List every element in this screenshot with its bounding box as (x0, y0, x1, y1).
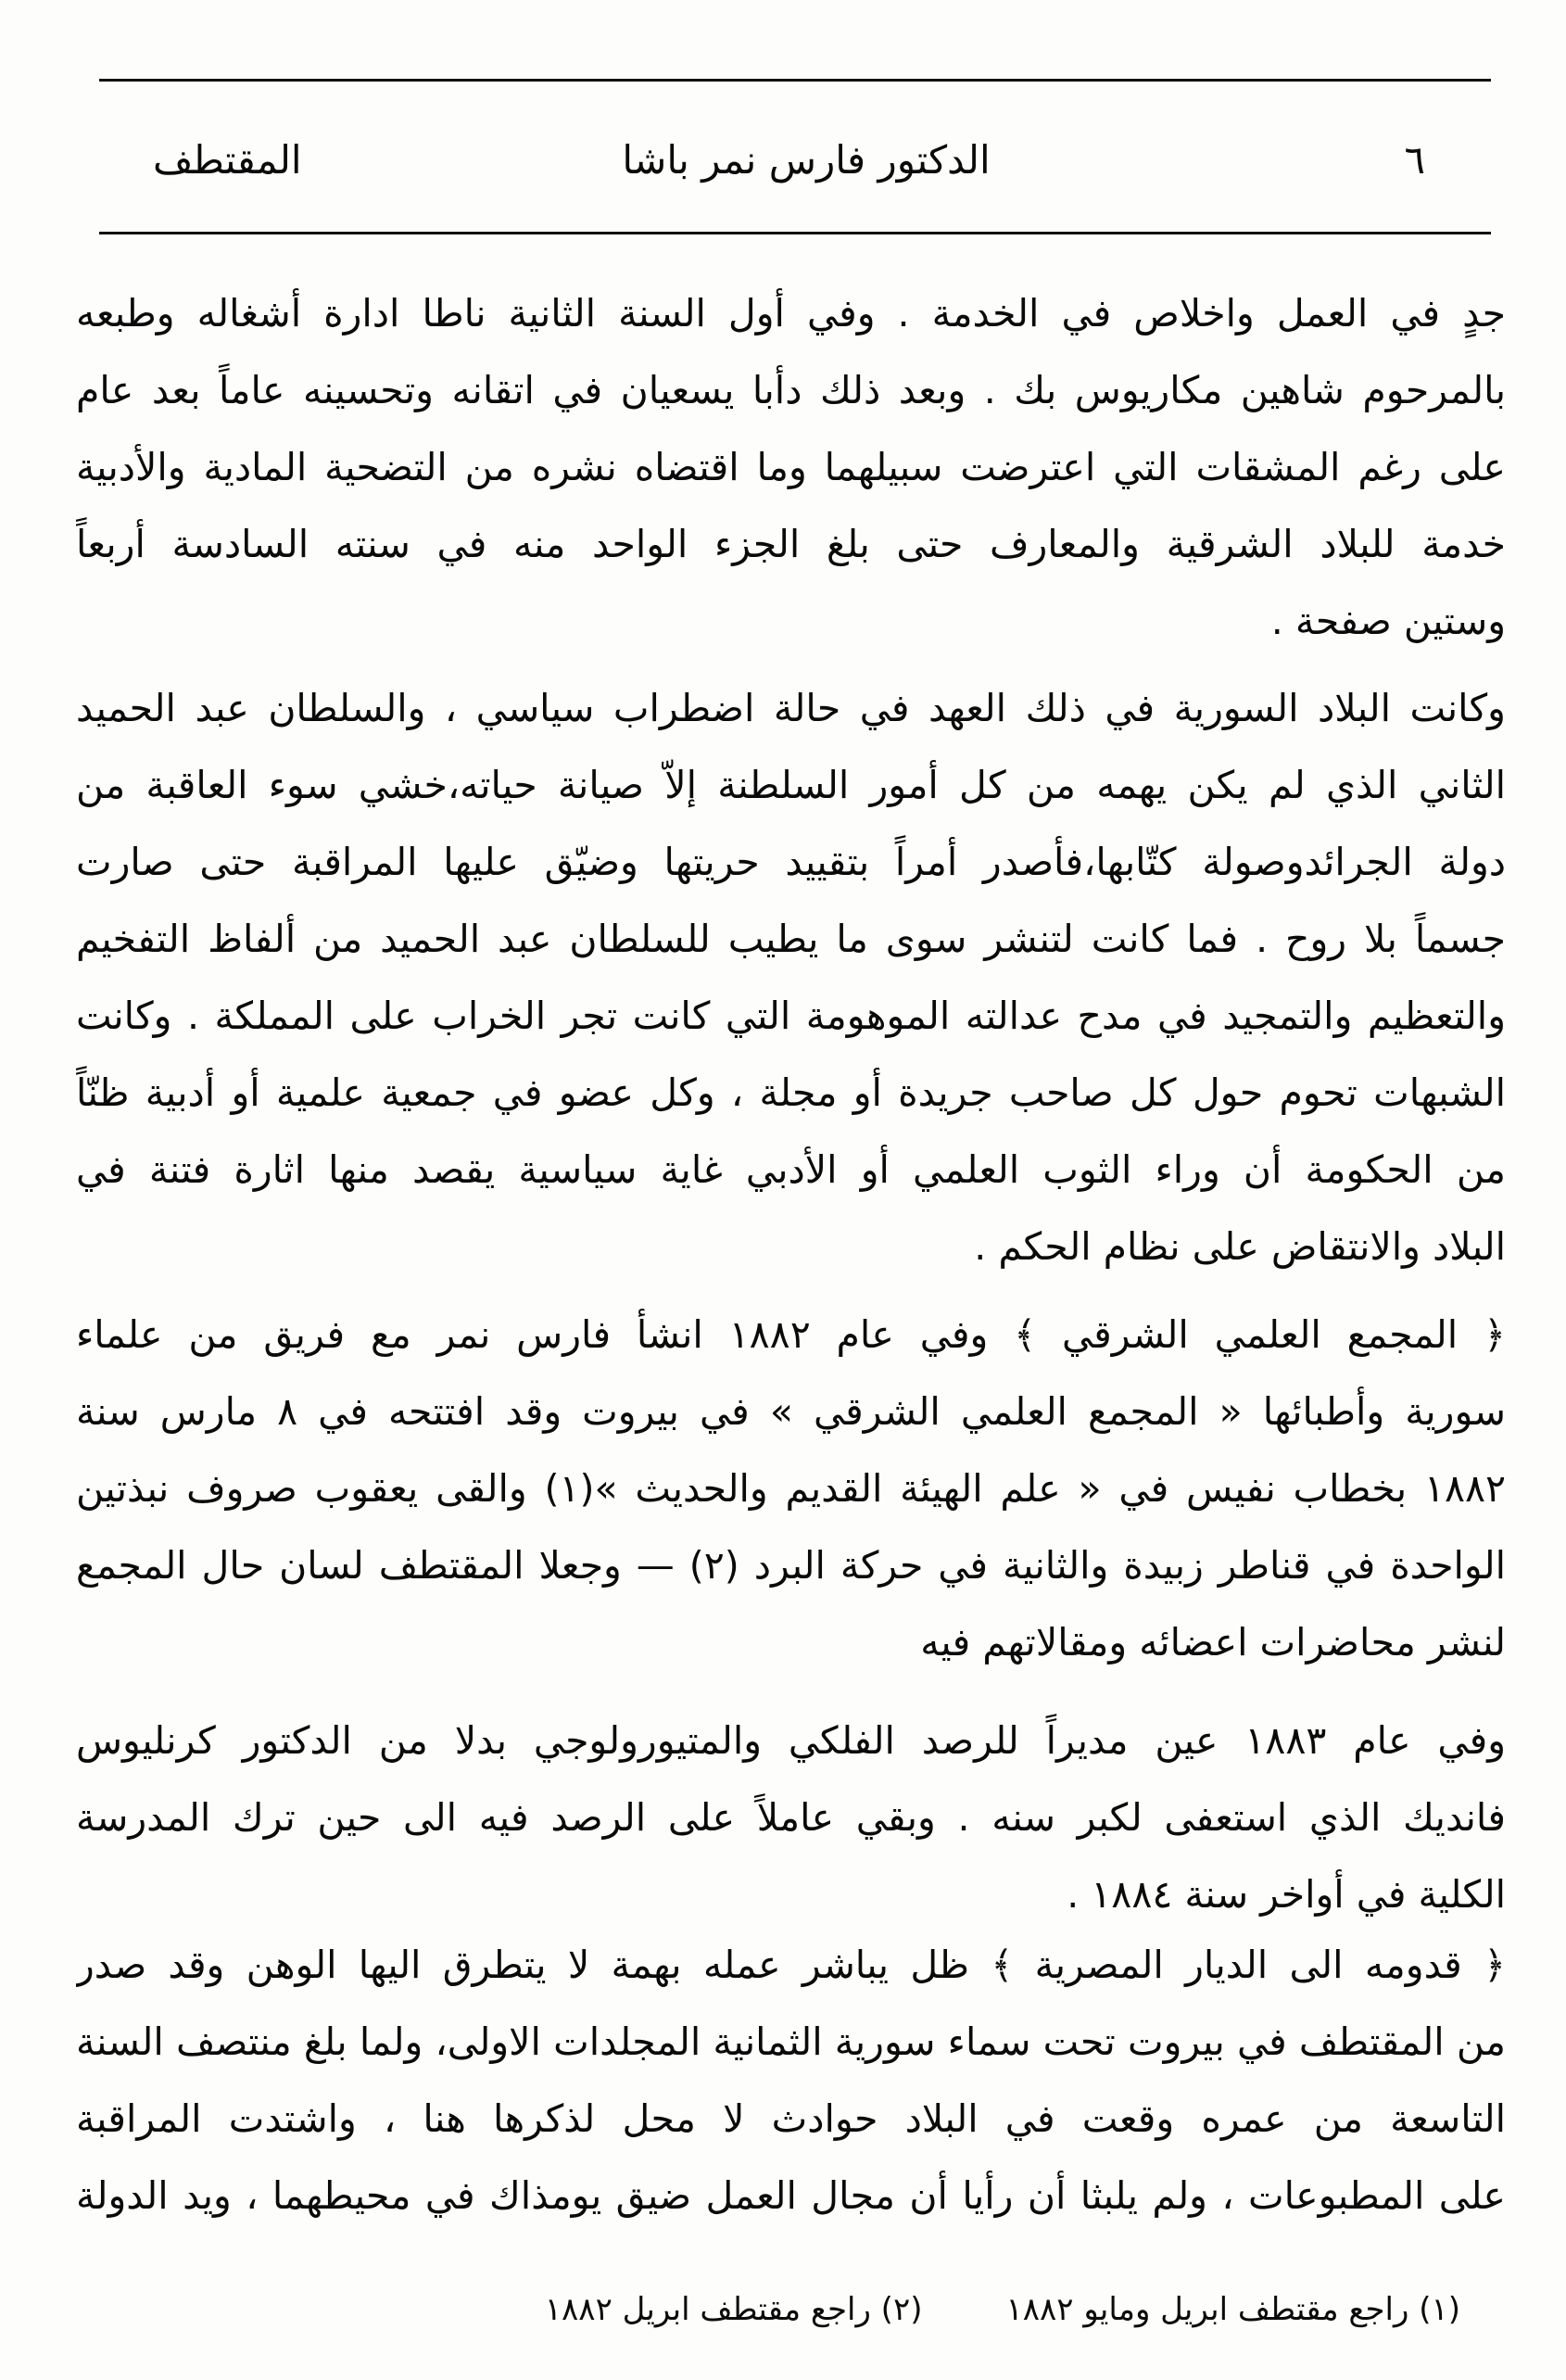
text-line: الكلية في أواخر سنة ١٨٨٤ . (1067, 1872, 1506, 1917)
text-line: خدمة للبلاد الشرقية والمعارف حتى بلغ الجزء الواحد منه في سنته السادسة أربعاً (76, 522, 1506, 566)
paragraph (76, 275, 1506, 660)
text-line: دولة الجرائدوصولة كتّابها،فأصدر أمراً بتقييد حريتها وضيّق عليها المراقبة حتى صارت (76, 840, 1506, 884)
page-number: ٦ (1404, 137, 1425, 183)
text-line: على المطبوعات ، ولم يلبثا أن رأيا أن مجال العمل ضيق يومذاك في محيطهما ، ويد الدولة (76, 2173, 1506, 2218)
footnotes (545, 2282, 1460, 2337)
footnote: (١) راجع مقتطف ابريل ومايو ١٨٨٢ (1005, 2291, 1460, 2328)
text-line: الثاني الذي لم يكن يهمه من كل أمور السلطنة إلاّ صيانة حياته،خشي سوء العاقبة من (76, 763, 1506, 807)
paragraph (76, 1927, 1506, 2234)
text-line: سورية وأطبائها « المجمع العلمي الشرقي » في بيروت وقد افتتحه في ٨ مارس سنة (76, 1389, 1506, 1434)
text-line: التاسعة من عمره وقعت في البلاد حوادث لا محل لذكرها هنا ، واشتدت المراقبة (76, 2096, 1506, 2141)
text-line: ﴿ قدومه الى الديار المصرية ﴾ ظل يباشر عمله بهمة لا يتطرق اليها الوهن وقد صدر (76, 1943, 1506, 1987)
text-line: على رغم المشقات التي اعترضت سبيلهما وما اقتضاه نشره من التضحية المادية والأدبية (76, 445, 1506, 489)
text-line: وستين صفحة . (1270, 599, 1506, 643)
running-title: الدكتور فارس نمر باشا (622, 137, 991, 183)
header-top-rule (99, 79, 1491, 82)
text-line: ١٨٨٢ بخطاب نفيس في « علم الهيئة القديم والحديث »(١) والقى يعقوب صروف نبذتين (76, 1466, 1506, 1511)
paragraph (76, 670, 1506, 1285)
text-line: والتعظيم والتمجيد في مدح عدالته الموهومة التي كانت تجر الخراب على المملكة . وكانت (76, 994, 1506, 1038)
text-line: جدٍ في العمل واخلاص في الخدمة . وفي أول السنة الثانية ناطا ادارة أشغاله وطبعه (76, 291, 1506, 335)
text-line: ﴿ المجمع العلمي الشرقي ﴾ وفي عام ١٨٨٢ انشأ فارس نمر مع فريق من علماء (76, 1312, 1506, 1357)
footnote: (٢) راجع مقتطف ابريل ١٨٨٢ (544, 2291, 923, 2328)
text-line: لنشر محاضرات اعضائه ومقالاتهم فيه (920, 1620, 1506, 1665)
text-line: من الحكومة أن وراء الثوب العلمي أو الأدبي غاية سياسية يقصد منها اثارة فتنة في (76, 1147, 1506, 1192)
text-line: جسماً بلا روح . فما كانت لتنشر سوى ما يطيب للسلطان عبد الحميد من ألفاظ التفخيم (76, 917, 1506, 961)
journal-name: المقتطف (153, 137, 302, 183)
paragraph (76, 1297, 1506, 1681)
text-line: فانديك الذي استعفى لكبر سنه . وبقي عاملاً على الرصد فيه الى حين ترك المدرسة (76, 1795, 1506, 1840)
text-line: بالمرحوم شاهين مكاريوس بك . وبعد ذلك دأبا يسعيان في اتقانه وتحسينه عاماً بعد عام (76, 368, 1506, 412)
header-bottom-rule (99, 232, 1491, 234)
text-line: وكانت البلاد السورية في ذلك العهد في حالة اضطراب سياسي ، والسلطان عبد الحميد (76, 686, 1506, 730)
text-line: الواحدة في قناطر زبيدة والثانية في حركة البرد (٢) — وجعلا المقتطف لسان حال المجمع (76, 1543, 1506, 1588)
text-line: الشبهات تحوم حول كل صاحب جريدة أو مجلة ، وكل عضو في جمعية علمية أو أدبية ظنّاً (76, 1070, 1506, 1115)
text-line: البلاد والانتقاض على نظام الحكم . (974, 1224, 1506, 1269)
paragraph (76, 1703, 1506, 1933)
text-line: وفي عام ١٨٨٣ عين مديراً للرصد الفلكي والمتيورولوجي بدلا من الدكتور كرنليوس (76, 1718, 1506, 1763)
text-line: من المقتطف في بيروت تحت سماء سورية الثمانية المجلدات الاولى، ولما بلغ منتصف السنة (76, 2019, 1506, 2064)
